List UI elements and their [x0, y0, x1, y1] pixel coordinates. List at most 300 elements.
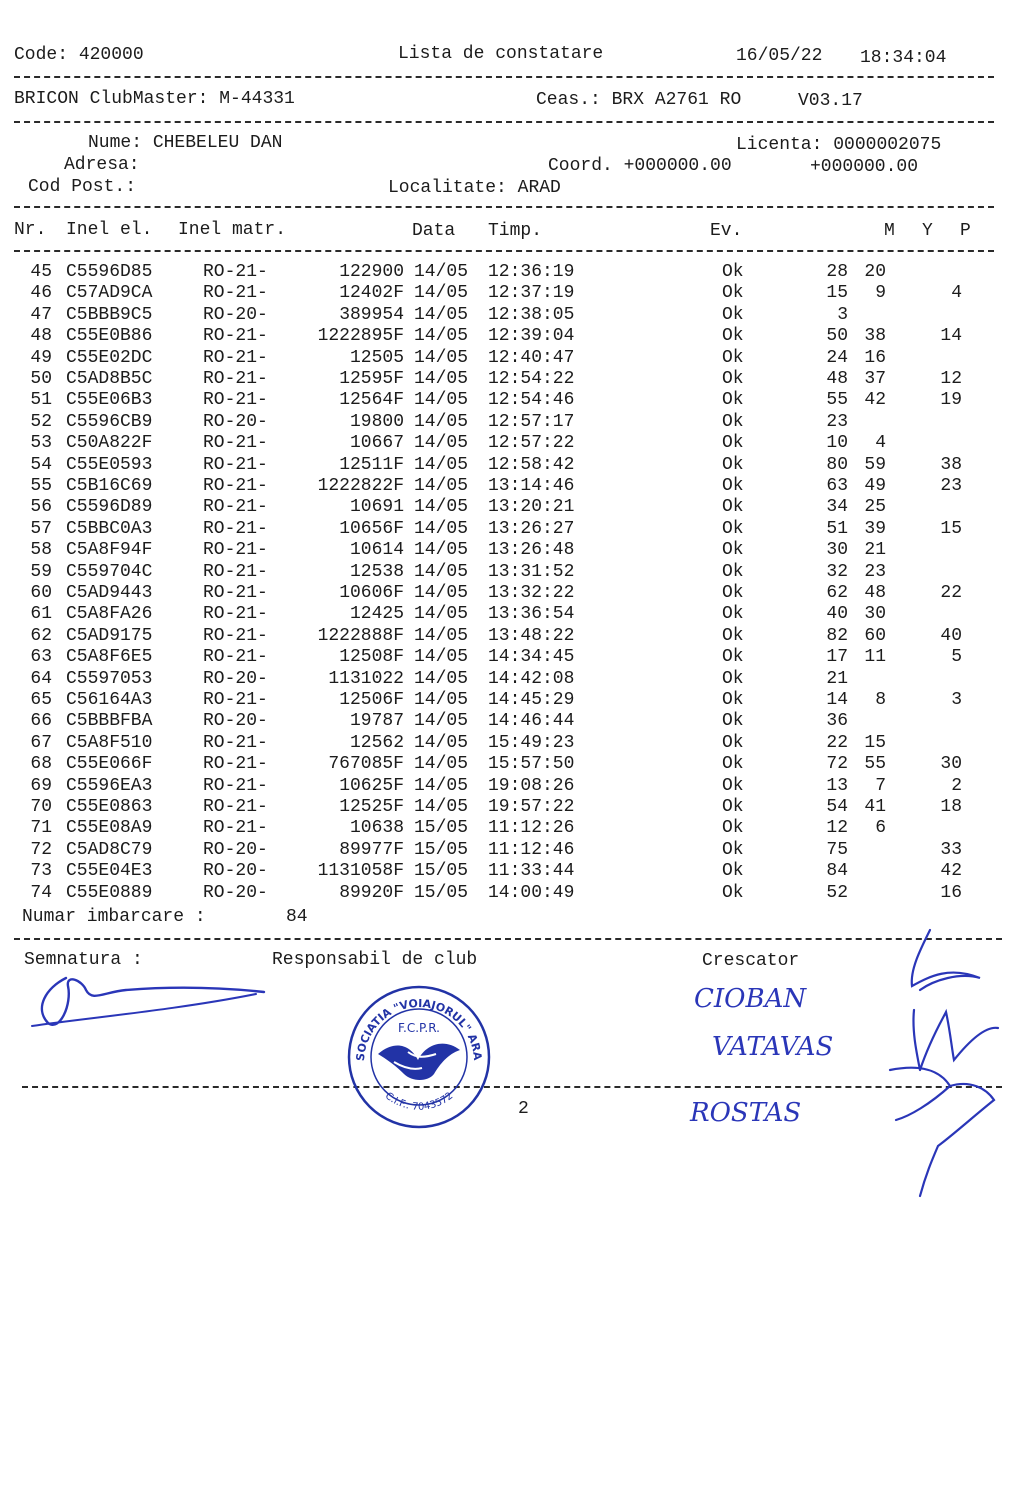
value-m: 28	[826, 262, 848, 282]
electronic-ring: C55E0889	[66, 882, 153, 903]
value-m: 72	[826, 754, 848, 775]
electronic-ring: C5596D85	[66, 262, 153, 282]
table-row	[0, 348, 1024, 369]
ring-number: 1222888F	[317, 625, 404, 646]
license-value: 0000002075	[833, 135, 942, 155]
license-label: Licenta:	[736, 135, 823, 155]
event-status: Ok	[722, 433, 744, 454]
value-m: 3	[837, 304, 848, 325]
value-m: 17	[826, 647, 848, 668]
value-p: 5	[951, 647, 962, 668]
owner-name-value: CHEBELEU DAN	[152, 133, 283, 153]
arrival-time: 12:39:04	[488, 326, 575, 347]
code-value: 420000	[78, 45, 144, 65]
ring-number: 1222822F	[317, 476, 404, 496]
row-number: 65	[30, 690, 52, 710]
arrival-date: 14/05	[414, 668, 469, 689]
electronic-ring: C5BBB9C5	[66, 304, 153, 325]
arrival-time: 13:31:52	[488, 561, 575, 582]
arrival-time: 13:20:21	[488, 497, 575, 518]
arrival-time: 11:33:44	[488, 861, 575, 882]
ring-number: 19800	[349, 411, 404, 432]
value-p: 19	[940, 390, 962, 411]
value-m: 48	[826, 369, 848, 389]
arrival-date: 14/05	[414, 625, 469, 646]
arrival-date: 14/05	[414, 797, 469, 817]
table-row	[0, 604, 1024, 625]
divider	[14, 250, 994, 252]
arrival-date: 14/05	[414, 304, 469, 325]
row-number: 74	[30, 882, 52, 903]
arrival-date: 15/05	[414, 839, 469, 860]
row-number: 71	[30, 818, 52, 839]
event-status: Ok	[722, 754, 744, 775]
table-row	[0, 412, 1024, 433]
arrival-time: 11:12:46	[488, 839, 575, 860]
arrival-time: 12:57:22	[488, 433, 575, 454]
ring-number: 12564F	[339, 390, 404, 411]
arrival-time: 15:49:23	[488, 732, 575, 753]
arrival-time: 15:57:50	[488, 754, 575, 775]
row-number: 72	[30, 839, 52, 860]
col-p: P	[960, 221, 971, 241]
event-status: Ok	[722, 668, 744, 689]
ring-number: 12595F	[339, 369, 404, 389]
electronic-ring: C5BBBFBA	[66, 711, 153, 732]
ring-prefix: RO-21-	[203, 625, 268, 646]
row-number: 63	[30, 647, 52, 668]
col-inel-el: Inel el.	[66, 220, 153, 240]
ring-prefix: RO-21-	[203, 454, 268, 475]
electronic-ring: C50A822F	[66, 433, 153, 454]
table-row	[0, 540, 1024, 561]
event-status: Ok	[722, 690, 744, 710]
event-status: Ok	[722, 540, 744, 561]
ring-number: 12525F	[339, 797, 404, 817]
ring-prefix: RO-20-	[203, 304, 268, 325]
event-status: Ok	[722, 797, 744, 817]
locality-value: ARAD	[517, 178, 561, 198]
arrival-time: 19:57:22	[488, 797, 575, 817]
electronic-ring: C56164A3	[66, 690, 153, 710]
event-status: Ok	[722, 326, 744, 347]
table-row	[0, 476, 1024, 497]
value-y: 7	[875, 775, 886, 796]
clock-label: Ceas.:	[536, 90, 601, 110]
row-number: 46	[30, 283, 52, 304]
ring-prefix: RO-21-	[203, 433, 268, 454]
event-status: Ok	[722, 304, 744, 325]
table-row	[0, 497, 1024, 518]
print-date: 16/05/22	[736, 46, 823, 66]
table-row	[0, 369, 1024, 390]
row-number: 52	[30, 411, 52, 432]
value-m: 21	[826, 668, 848, 689]
value-m: 50	[826, 326, 848, 347]
ring-number: 1131022	[328, 668, 404, 689]
ring-prefix: RO-20-	[203, 668, 268, 689]
owner-name-field	[88, 132, 282, 154]
value-y: 37	[864, 369, 886, 389]
arrival-date: 14/05	[414, 390, 469, 411]
value-m: 30	[826, 540, 848, 561]
arrival-date: 15/05	[414, 818, 469, 839]
electronic-ring: C5AD9443	[66, 583, 153, 603]
ring-prefix: RO-21-	[203, 690, 268, 710]
ring-prefix: RO-20-	[203, 411, 268, 432]
arrival-time: 12:38:05	[488, 304, 575, 325]
ring-number: 10656F	[339, 518, 404, 539]
ring-number: 10691	[349, 497, 404, 518]
arrival-time: 12:57:17	[488, 411, 575, 432]
row-number: 62	[30, 625, 52, 646]
table-row	[0, 647, 1024, 668]
ring-number: 12538	[349, 561, 404, 582]
boarding-value: 84	[286, 907, 308, 927]
table-row	[0, 283, 1024, 304]
table-row	[0, 690, 1024, 711]
value-p: 42	[940, 861, 962, 882]
row-number: 59	[30, 561, 52, 582]
electronic-ring: C5A8F510	[66, 732, 153, 753]
electronic-ring: C55E066F	[66, 754, 153, 775]
coord-field	[548, 155, 732, 177]
value-p: 15	[940, 518, 962, 539]
event-status: Ok	[722, 647, 744, 668]
arrival-time: 12:40:47	[488, 347, 575, 368]
ring-number: 12511F	[339, 454, 404, 475]
value-y: 8	[875, 690, 886, 710]
ring-prefix: RO-20-	[203, 839, 268, 860]
value-p: 12	[940, 369, 962, 389]
ring-number: 12506F	[339, 690, 404, 710]
arrival-time: 12:37:19	[488, 283, 575, 304]
row-number: 64	[30, 668, 52, 689]
ring-prefix: RO-21-	[203, 583, 268, 603]
club-responsible-label: Responsabil de club	[272, 950, 478, 970]
value-m: 12	[826, 818, 848, 839]
value-y: 9	[875, 283, 886, 304]
value-m: 24	[826, 347, 848, 368]
electronic-ring: C5B16C69	[66, 476, 153, 496]
value-m: 62	[826, 583, 848, 603]
value-p: 18	[940, 797, 962, 817]
value-y: 15	[864, 732, 886, 753]
event-status: Ok	[722, 497, 744, 518]
value-p: 40	[940, 625, 962, 646]
ring-number: 10606F	[339, 583, 404, 603]
electronic-ring: C55E0863	[66, 797, 153, 817]
coord-label: Coord.	[548, 156, 613, 176]
row-number: 69	[30, 775, 52, 796]
value-m: 10	[826, 433, 848, 454]
divider	[22, 1086, 1002, 1088]
value-y: 6	[875, 818, 886, 839]
breeder-label: Crescator	[702, 951, 800, 971]
arrival-time: 13:26:27	[488, 518, 575, 539]
value-p: 2	[951, 775, 962, 796]
value-m: 75	[826, 839, 848, 860]
value-m: 63	[826, 476, 848, 496]
value-y: 20	[864, 262, 886, 282]
value-y: 23	[864, 561, 886, 582]
electronic-ring: C5AD9175	[66, 625, 153, 646]
value-p: 14	[940, 326, 962, 347]
arrival-date: 14/05	[414, 690, 469, 710]
ring-number: 12425	[349, 604, 404, 625]
value-p: 38	[940, 454, 962, 475]
value-p: 3	[951, 690, 962, 710]
value-y: 38	[864, 326, 886, 347]
value-p: 30	[940, 754, 962, 775]
value-y: 42	[864, 390, 886, 411]
table-row	[0, 883, 1024, 904]
arrival-date: 14/05	[414, 433, 469, 454]
value-y: 49	[864, 476, 886, 496]
arrival-time: 12:36:19	[488, 262, 575, 282]
handwritten-name-3: ROSTAS	[690, 1098, 802, 1128]
version: V03.17	[798, 91, 863, 111]
handwritten-name-1: CIOBAN	[694, 984, 807, 1014]
clock-field	[536, 89, 741, 111]
ring-number: 12505	[349, 347, 404, 368]
print-time: 18:34:04	[860, 48, 947, 68]
coord-y: +000000.00	[810, 157, 919, 177]
row-number: 57	[30, 518, 52, 539]
table-row	[0, 840, 1024, 861]
table-row	[0, 519, 1024, 540]
table-row	[0, 390, 1024, 411]
table-row	[0, 711, 1024, 732]
divider	[14, 76, 994, 78]
table-row	[0, 433, 1024, 454]
event-status: Ok	[722, 732, 744, 753]
ring-prefix: RO-20-	[203, 861, 268, 882]
col-m: M	[884, 221, 895, 241]
value-m: 23	[826, 411, 848, 432]
arrival-time: 12:54:22	[488, 369, 575, 389]
value-m: 34	[826, 497, 848, 518]
row-number: 70	[30, 797, 52, 817]
arrival-date: 14/05	[414, 604, 469, 625]
event-status: Ok	[722, 583, 744, 603]
arrival-date: 14/05	[414, 411, 469, 432]
postcode-label: Cod Post.:	[28, 177, 137, 197]
clubmaster-value: M-44331	[219, 89, 295, 109]
table-row	[0, 626, 1024, 647]
value-y: 25	[864, 497, 886, 518]
locality-field	[388, 177, 561, 199]
arrival-date: 14/05	[414, 540, 469, 561]
electronic-ring: C5AD8C79	[66, 839, 153, 860]
table-row	[0, 455, 1024, 476]
ring-number: 12402F	[339, 283, 404, 304]
address-field	[64, 154, 140, 176]
arrival-time: 14:34:45	[488, 647, 575, 668]
value-y: 30	[864, 604, 886, 625]
event-status: Ok	[722, 369, 744, 389]
arrival-date: 15/05	[414, 861, 469, 882]
arrival-date: 14/05	[414, 262, 469, 282]
ring-number: 10625F	[339, 775, 404, 796]
electronic-ring: C5596D89	[66, 497, 153, 518]
arrival-date: 14/05	[414, 369, 469, 389]
value-m: 52	[826, 882, 848, 903]
row-number: 47	[30, 304, 52, 325]
ring-number: 19787	[349, 711, 404, 732]
electronic-ring: C5AD8B5C	[66, 369, 153, 389]
dove-icon	[378, 1044, 460, 1080]
address-label: Adresa:	[64, 155, 140, 175]
ring-prefix: RO-21-	[203, 797, 268, 817]
electronic-ring: C559704C	[66, 561, 153, 582]
divider	[14, 206, 994, 208]
locality-label: Localitate:	[388, 178, 507, 198]
divider	[14, 121, 994, 123]
event-status: Ok	[722, 283, 744, 304]
value-m: 82	[826, 625, 848, 646]
ring-number: 389954	[339, 304, 404, 325]
row-number: 61	[30, 604, 52, 625]
table-row	[0, 776, 1024, 797]
electronic-ring: C55E08A9	[66, 818, 153, 839]
event-status: Ok	[722, 625, 744, 646]
club-stamp	[339, 972, 494, 1132]
ring-prefix: RO-21-	[203, 732, 268, 753]
event-status: Ok	[722, 711, 744, 732]
ring-prefix: RO-20-	[203, 711, 268, 732]
arrival-time: 13:32:22	[488, 583, 575, 603]
table-row	[0, 669, 1024, 690]
row-number: 55	[30, 476, 52, 496]
event-status: Ok	[722, 262, 744, 282]
electronic-ring: C5A8FA26	[66, 604, 153, 625]
value-y: 48	[864, 583, 886, 603]
value-m: 40	[826, 604, 848, 625]
clubmaster-field	[14, 88, 295, 110]
arrival-time: 11:12:26	[488, 818, 575, 839]
code-label: Code:	[14, 45, 69, 65]
arrival-date: 14/05	[414, 561, 469, 582]
table-row	[0, 583, 1024, 604]
ring-prefix: RO-21-	[203, 540, 268, 561]
electronic-ring: C5A8F94F	[66, 540, 153, 561]
event-status: Ok	[722, 818, 744, 839]
arrival-date: 14/05	[414, 775, 469, 796]
ring-number: 122900	[339, 262, 404, 282]
ring-prefix: RO-21-	[203, 476, 268, 496]
electronic-ring: C5BBC0A3	[66, 518, 153, 539]
electronic-ring: C55E06B3	[66, 390, 153, 411]
electronic-ring: C55E02DC	[66, 347, 153, 368]
electronic-ring: C57AD9CA	[66, 283, 153, 304]
value-m: 80	[826, 454, 848, 475]
ring-prefix: RO-21-	[203, 561, 268, 582]
col-inel-matr: Inel matr.	[178, 220, 287, 240]
arrival-date: 14/05	[414, 732, 469, 753]
arrival-date: 14/05	[414, 711, 469, 732]
value-p: 33	[940, 839, 962, 860]
ring-prefix: RO-21-	[203, 604, 268, 625]
arrival-time: 13:14:46	[488, 476, 575, 496]
stamp-ring-text: ASOCIATIA "VOIAJORUL" ARAD	[339, 972, 485, 1062]
table-row	[0, 262, 1024, 283]
page-number: 2	[518, 1099, 529, 1119]
arrival-time: 14:42:08	[488, 668, 575, 689]
arrival-date: 15/05	[414, 882, 469, 903]
arrival-date: 14/05	[414, 326, 469, 347]
license-field	[736, 134, 941, 156]
stamp-cif-text: C.I.F.: 7043572	[382, 1090, 456, 1113]
arrival-date: 14/05	[414, 497, 469, 518]
ring-number: 1131058F	[317, 861, 404, 882]
ring-number: 10638	[349, 818, 404, 839]
value-m: 84	[826, 861, 848, 882]
ring-prefix: RO-21-	[203, 347, 268, 368]
arrival-date: 14/05	[414, 754, 469, 775]
electronic-ring: C5597053	[66, 668, 153, 689]
row-number: 54	[30, 454, 52, 475]
owner-name-label: Nume:	[88, 133, 143, 153]
arrival-date: 14/05	[414, 583, 469, 603]
table-row	[0, 733, 1024, 754]
value-m: 13	[826, 775, 848, 796]
electronic-ring: C55E04E3	[66, 861, 153, 882]
value-y: 16	[864, 347, 886, 368]
row-number: 66	[30, 711, 52, 732]
stamp-center-text: F.C.P.R.	[398, 1021, 440, 1035]
code-field	[14, 44, 144, 66]
ring-prefix: RO-21-	[203, 262, 268, 282]
value-y: 60	[864, 625, 886, 646]
row-number: 68	[30, 754, 52, 775]
row-number: 49	[30, 347, 52, 368]
value-y: 59	[864, 454, 886, 475]
ring-prefix: RO-21-	[203, 518, 268, 539]
arrival-time: 14:46:44	[488, 711, 575, 732]
arrival-time: 12:58:42	[488, 454, 575, 475]
clock-value: BRX A2761 RO	[611, 90, 742, 110]
value-m: 36	[826, 711, 848, 732]
row-number: 50	[30, 369, 52, 389]
ring-prefix: RO-21-	[203, 369, 268, 389]
event-status: Ok	[722, 476, 744, 496]
ring-prefix: RO-21-	[203, 775, 268, 796]
table-row	[0, 797, 1024, 818]
clubmaster-label: BRICON ClubMaster:	[14, 89, 209, 109]
row-number: 48	[30, 326, 52, 347]
value-p: 22	[940, 583, 962, 603]
value-y: 21	[864, 540, 886, 561]
value-m: 51	[826, 518, 848, 539]
ring-number: 1222895F	[317, 326, 404, 347]
arrival-time: 14:00:49	[488, 882, 575, 903]
value-p: 23	[940, 476, 962, 496]
value-y: 39	[864, 518, 886, 539]
value-y: 41	[864, 797, 886, 817]
value-y: 55	[864, 754, 886, 775]
arrival-date: 14/05	[414, 347, 469, 368]
electronic-ring: C5596CB9	[66, 411, 153, 432]
ring-number: 767085F	[328, 754, 404, 775]
col-ev: Ev.	[710, 221, 743, 241]
event-status: Ok	[722, 604, 744, 625]
boarding-label: Numar imbarcare :	[22, 907, 206, 927]
event-status: Ok	[722, 861, 744, 882]
ring-prefix: RO-21-	[203, 818, 268, 839]
divider	[14, 938, 1002, 940]
value-m: 22	[826, 732, 848, 753]
